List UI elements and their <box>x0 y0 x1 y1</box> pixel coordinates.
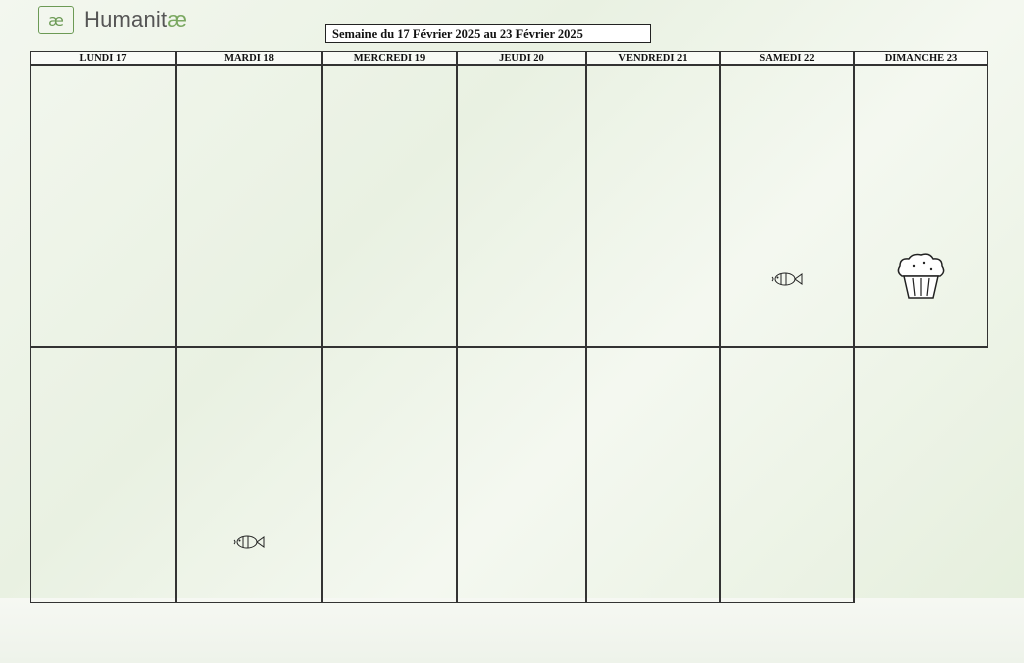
day-header: DIMANCHE 23 <box>854 51 988 65</box>
souper-cell <box>457 347 586 603</box>
spacer <box>587 349 719 363</box>
diner-cell <box>322 65 457 347</box>
souper-cell <box>586 347 720 603</box>
diner-cell <box>586 65 720 347</box>
spacer <box>855 349 988 363</box>
spacer <box>323 67 456 81</box>
fish-icon <box>721 269 853 289</box>
spacer <box>177 349 321 363</box>
diner-cell <box>457 65 586 347</box>
spacer <box>587 67 719 81</box>
diner-cell <box>854 65 988 347</box>
menu-grid <box>30 51 988 603</box>
souper-cell <box>854 347 988 603</box>
brand-logo <box>38 6 187 34</box>
day-header: SAMEDI 22 <box>720 51 854 65</box>
souper-cell <box>176 347 322 603</box>
logo-mark: æ <box>38 6 74 34</box>
muffin-icon <box>855 252 987 302</box>
souper-cell <box>720 347 854 603</box>
day-header: LUNDI 17 <box>30 51 176 65</box>
day-header: MERCREDI 19 <box>322 51 457 65</box>
fish-icon <box>177 532 321 552</box>
souper-cell <box>322 347 457 603</box>
souper-cell <box>30 347 176 603</box>
logo-text: Humanitæ <box>84 7 188 32</box>
day-header: VENDREDI 21 <box>586 51 720 65</box>
diner-cell <box>30 65 176 347</box>
spacer <box>855 67 987 81</box>
day-header: JEUDI 20 <box>457 51 586 65</box>
day-header: MARDI 18 <box>176 51 322 65</box>
week-title: Semaine du 17 Février 2025 au 23 Février 2025 <box>325 24 651 43</box>
diner-cell <box>176 65 322 347</box>
footer-band <box>0 598 1024 663</box>
diner-cell <box>720 65 854 347</box>
